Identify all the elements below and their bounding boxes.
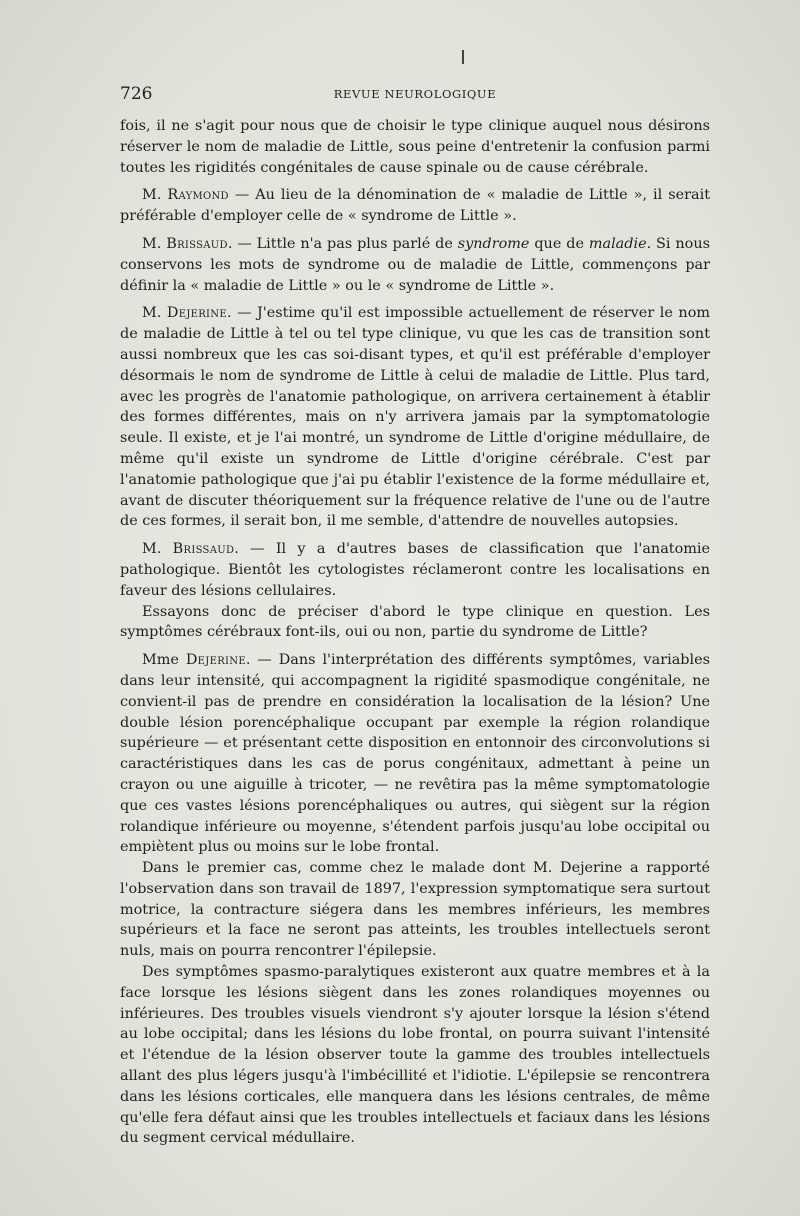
emphasis-maladie: maladie. xyxy=(588,235,652,252)
paragraph-text: Si nous conservons les mots de syndrome ou de maladie de Little, commençons par définir la « maladie de Little » ou le « syndrome de Little ». xyxy=(120,235,710,294)
paragraph-plain: Des symptômes spasmo-paralytiques existeront aux quatre membres et à la face lorsque les lésions siègent dans les zones rolandiques moyennes ou inférieures. Des troubles visuels viendront s'y ajouter lorsque la lésion s'étend au lobe occipital; dans les lésions du lobe frontal, on pourra suivant l'intensité et l'étendue de la lésion observer toute la gamme des troubles intellectuels allant des plus légers jusqu'à l'imbécillité et l'idiotie. L'épilepsie se rencontrera dans les lésions corticales, elle manquera dans les lésions centrales, de même qu'elle fera défaut ainsi que les troubles intellectuels et faciaux dans les lésions du segment cervical médullaire. xyxy=(120,964,710,1147)
speaker-title: M. xyxy=(142,305,162,322)
speaker-name: Dejerine xyxy=(185,652,246,669)
paragraph-brissaud-2 xyxy=(120,539,710,601)
paragraph-mme-dejerine xyxy=(120,650,710,858)
paragraph-dejerine xyxy=(120,303,710,532)
speaker-name: Brissaud xyxy=(172,541,235,558)
speaker-title: M. xyxy=(142,235,162,252)
paragraph-raymond xyxy=(120,185,710,227)
running-header xyxy=(120,84,710,106)
paragraph-text: . — J'estime qu'il est impossible actuellement de réserver le nom de maladie de Little à tel ou tel type clinique, vu que les cas de transition sont aussi nombreux que les cas soi-disant types, et qu'il est préférable d'employer désormais le nom de syndrome de Little à celui de maladie de Little. Plus tard, avec les progrès de l'anatomie pathologique, on arrivera certainement à établir des formes différentes, mais on n'y arrivera jamais par la symptomatologie seule. Il existe, et je l'ai montré, un syndrome de Little d'origine médullaire, de même qu'il existe un syndrome de Little d'origine cérébrale. C'est par l'anatomie pathologique que j'ai pu établir l'existence de la forme médullaire et, avant de discuter théoriquement sur la fréquence relative de l'une ou de l'autre de ces formes, il serait bon, il me semble, d'attendre de nouvelles autopsies. xyxy=(120,305,711,530)
paragraph-text: . — Il y a d'autres bases de classification que l'anatomie pathologique. Bientôt les cytologistes réclameront contre les localisations en faveur des lésions cellulaires. xyxy=(120,541,710,599)
paragraph-text: . — Little n'a pas plus parlé de xyxy=(227,235,458,252)
speaker-name: Dejerine xyxy=(166,305,227,322)
speaker-title: M. xyxy=(142,187,162,204)
scan-mark xyxy=(462,50,464,64)
paragraph-plain: Dans le premier cas, comme chez le malade dont M. Dejerine a rapporté l'observation dans son travail de 1897, l'expression symptomatique sera surtout motrice, la contracture siégera dans les membres inférieurs, les membres supérieurs et la face ne seront pas atteints, les troubles intellectuels seront nuls, mais on pourra rencontrer l'épilepsie. xyxy=(120,860,710,960)
journal-title: REVUE NEUROLOGIQUE xyxy=(333,87,497,101)
speaker-title: M. xyxy=(142,541,162,558)
emphasis-syndrome: syndrome xyxy=(457,235,530,252)
article-body xyxy=(120,116,710,1149)
speaker-name: Raymond xyxy=(167,187,229,204)
speaker-title: Mme xyxy=(142,652,179,669)
page-number: 726 xyxy=(120,84,153,104)
paragraph-text: . — Dans l'interprétation des différents symptômes, variables dans leur intensité, qui accompagnent la rigidité spasmodique congénitale, ne convient-il pas de prendre en considération la localisation de la lésion? Une double lésion porencéphalique occupant par exemple la région rolandique supérieure — et présentant cette disposition en entonnoir des circonvolutions si caractéristiques dans les cas de porus congénitaux, admettant à peine un crayon ou une aiguille à tricoter, — ne revêtira pas la même symptomatologie que ces vastes lésions porencéphaliques ou autres, qui siègent sur la région rolandique inférieure ou moyenne, s'étendent parfois jusqu'au lobe occipital ou empiètent plus ou moins sur le lobe frontal. xyxy=(120,652,710,856)
speaker-name: Brissaud xyxy=(166,235,228,252)
paragraph-brissaud-1 xyxy=(120,234,710,296)
paragraph-plain: Essayons donc de préciser d'abord le type clinique en question. Les symptômes cérébraux font-ils, oui ou non, partie du syndrome de Little? xyxy=(120,603,710,641)
paragraph-continuation: fois, il ne s'agit pour nous que de choisir le type clinique auquel nous désirons réserver le nom de maladie de Little, sous peine d'entretenir la confusion parmi toutes les rigidités congénitales de cause spinale ou de cause cérébrale. xyxy=(120,118,710,176)
paragraph-text: — Au lieu de la dénomination de « maladie de Little », il serait préférable d'employer celle de « syndrome de Little ». xyxy=(120,187,710,225)
paragraph-text: que de xyxy=(529,235,589,252)
